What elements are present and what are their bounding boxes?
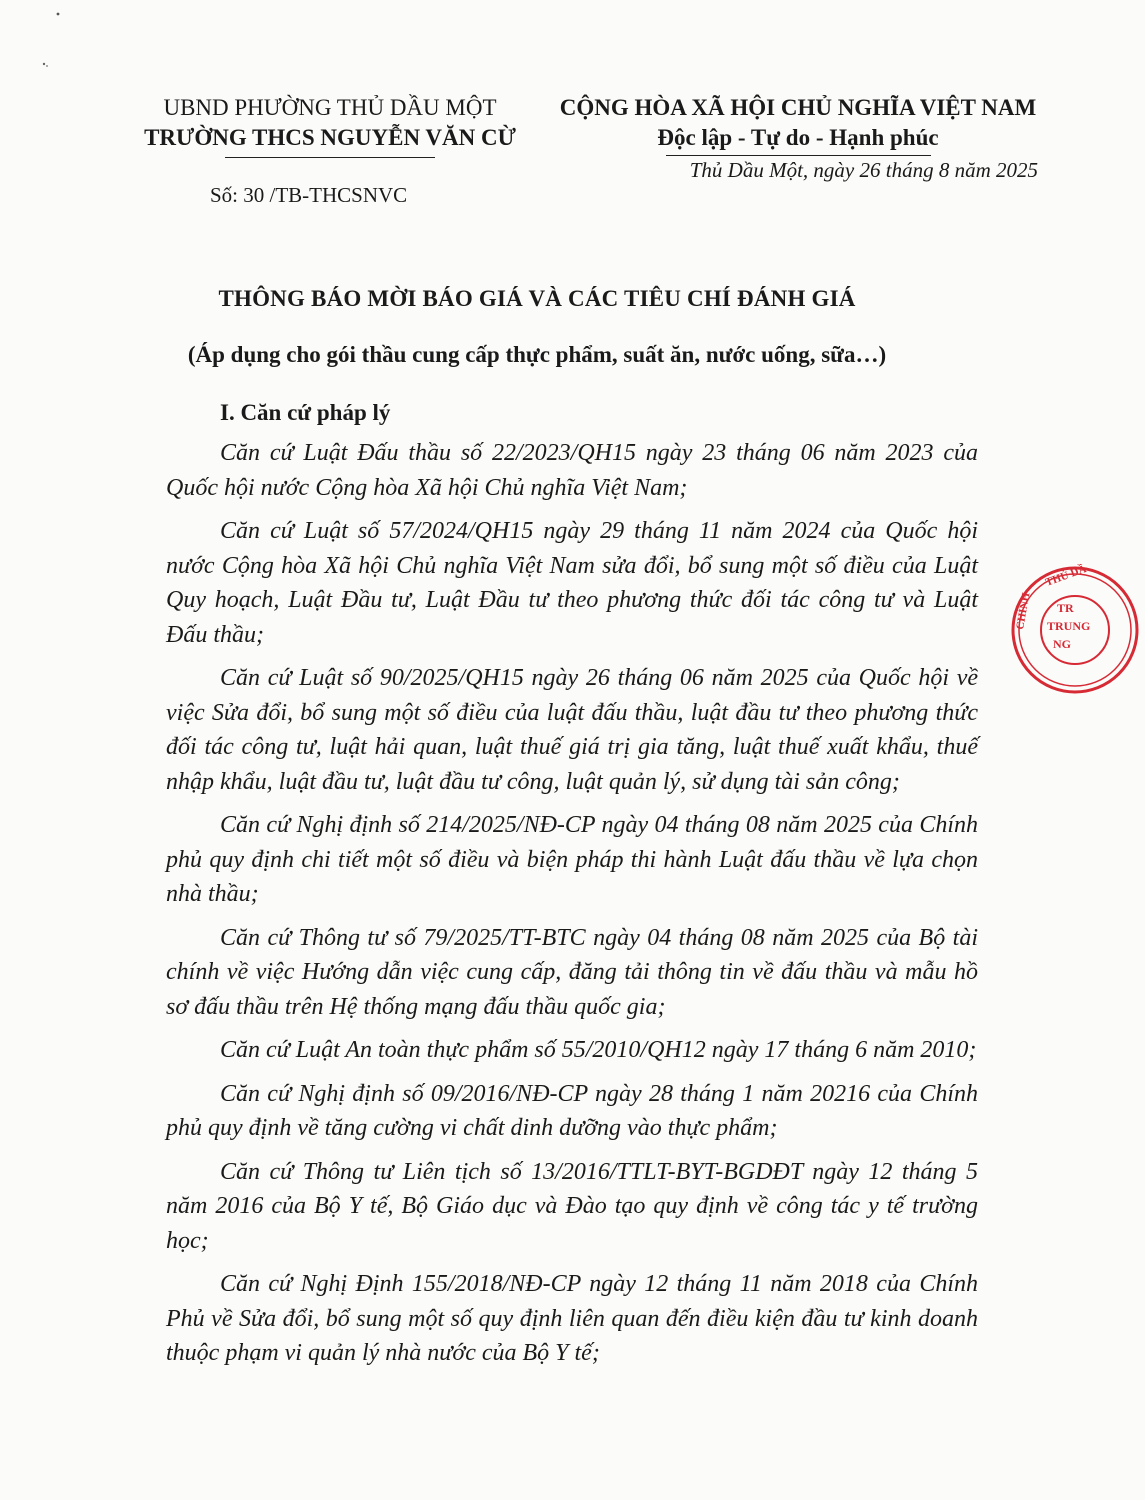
legal-basis-paragraph: Căn cứ Nghị định số 09/2016/NĐ-CP ngày 28 tháng 1 năm 20216 của Chính phủ quy định về tăng cường vi chất dinh dưỡng vào thực phẩm; — [166, 1080, 978, 1141]
legal-basis-paragraph: Căn cứ Thông tư số 79/2025/TT-BTC ngày 04 tháng 08 năm 2025 của Bộ tài chính về việc Hướng dẫn việc cung cấp, đăng tải thông tin về đấu thầu và mẫu hồ sơ đấu thầu trên Hệ thống mạng đấu thầu quốc gia; — [166, 924, 978, 1020]
legal-basis-paragraph: Căn cứ Luật số 57/2024/QH15 ngày 29 tháng 11 năm 2024 của Quốc hội nước Cộng hòa Xã hội Chủ nghĩa Việt Nam sửa đổi, bổ sung một số điều của Luật Quy hoạch, Luật Đầu tư, Luật Đầu tư theo phương thức đối tác công tư và Luật Đấu thầu; — [166, 518, 978, 648]
document-number: Số: 30 /TB-THCSNVC — [210, 183, 408, 207]
legal-basis-paragraph: Căn cứ Nghị Định 155/2018/NĐ-CP ngày 12 tháng 11 năm 2018 của Chính Phủ về Sửa đổi, bổ sung một số quy định liên quan đến điều kiện đầu tư kinh doanh thuộc phạm vi quản lý nhà nước của Bộ Y tế; — [166, 1271, 978, 1366]
place-date: Thủ Dầu Một, ngày 26 tháng 8 năm 2025 — [689, 158, 1038, 182]
issuer-block — [110, 93, 550, 158]
country-name: CỘNG HÒA XÃ HỘI CHỦ NGHĨA VIỆT NAM — [559, 95, 1037, 120]
official-stamp — [1005, 560, 1145, 700]
legal-basis-paragraph: Căn cứ Nghị định số 214/2025/NĐ-CP ngày 04 tháng 08 năm 2025 của Chính phủ quy định chi tiết một số điều và biện pháp thi hành Luật đấu thầu về lựa chọn nhà thầu; — [166, 812, 978, 907]
scan-specks — [30, 8, 90, 78]
svg-text:NG: NG — [1053, 637, 1071, 651]
svg-text:THỦ DẦ: THỦ DẦ — [1043, 563, 1088, 589]
section-heading: I. Căn cứ pháp lý — [220, 400, 391, 425]
legal-basis-paragraph: Căn cứ Luật An toàn thực phẩm số 55/2010/QH12 ngày 17 tháng 6 năm 2010; — [220, 1037, 977, 1063]
svg-text:TR: TR — [1057, 601, 1074, 615]
svg-text:TRUNG: TRUNG — [1047, 619, 1091, 633]
legal-basis-paragraph: Căn cứ Luật Đấu thầu số 22/2023/QH15 ngày 23 tháng 06 năm 2023 của Quốc hội nước Cộng hòa Xã hội Chủ nghĩa Việt Nam; — [166, 440, 978, 501]
org-name: UBND PHƯỜNG THỦ DẦU MỘT — [163, 95, 497, 120]
legal-basis-paragraph: Căn cứ Luật số 90/2025/QH15 ngày 26 tháng 06 năm 2025 của Quốc hội về việc Sửa đổi, bổ sung một số điều của luật đấu thầu, luật đầu tư theo phương thức đối tác công tư, luật hải quan, luật thuế giá trị gia tăng, luật thuế xuất khẩu, thuế nhập khẩu, luật đầu tư, luật đầu tư công, luật quản lý, sử dụng tài sản công; — [166, 665, 978, 795]
document-subtitle: (Áp dụng cho gói thầu cung cấp thực phẩm, suất ăn, nước uống, sữa…) — [187, 342, 887, 367]
national-motto: Độc lập - Tự do - Hạnh phúc — [657, 125, 939, 150]
svg-text:CHÍNH: CHÍNH — [1014, 591, 1033, 631]
legal-basis-list — [166, 436, 978, 1380]
motto-underline — [666, 155, 931, 156]
document-title: THÔNG BÁO MỜI BÁO GIÁ VÀ CÁC TIÊU CHÍ ĐÁNH GIÁ — [218, 286, 856, 311]
legal-basis-paragraph: Căn cứ Thông tư Liên tịch số 13/2016/TTLT-BYT-BGDĐT ngày 12 tháng 5 năm 2016 của Bộ Y tế, Bộ Giáo dục và Đào tạo quy định về công tác y tế trường học; — [166, 1158, 978, 1254]
national-heading — [548, 93, 1048, 156]
school-name: TRƯỜNG THCS NGUYỄN VĂN CỪ — [144, 125, 516, 150]
issuer-underline — [225, 157, 435, 158]
